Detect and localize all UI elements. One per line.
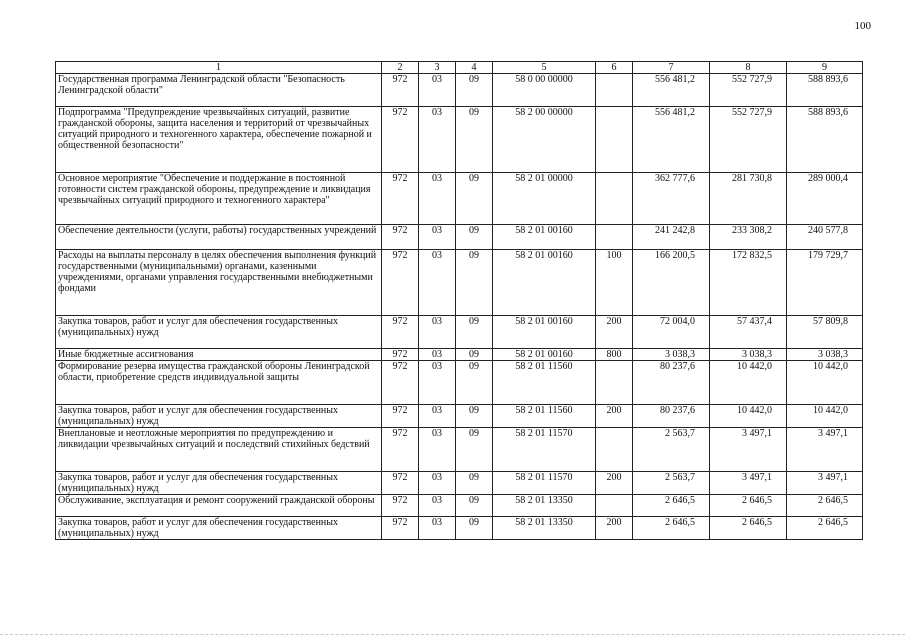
row-target-article: 58 2 01 11570 <box>493 428 596 472</box>
row-admin-code: 972 <box>382 107 419 173</box>
row-amount-col7: 362 777,6 <box>633 173 710 225</box>
row-amount-col7: 241 242,8 <box>633 225 710 250</box>
column-header-9: 9 <box>787 62 863 74</box>
row-section: 03 <box>419 349 456 361</box>
table-row <box>56 107 863 173</box>
row-amount-col8: 10 442,0 <box>710 405 787 428</box>
row-admin-code: 972 <box>382 349 419 361</box>
row-amount-col9: 3 038,3 <box>787 349 863 361</box>
row-amount-col7: 556 481,2 <box>633 74 710 107</box>
row-amount-col8: 2 646,5 <box>710 495 787 517</box>
column-header-3: 3 <box>419 62 456 74</box>
row-amount-col9: 588 893,6 <box>787 74 863 107</box>
row-admin-code: 972 <box>382 405 419 428</box>
row-expense-type <box>596 107 633 173</box>
row-subsection: 09 <box>456 495 493 517</box>
row-target-article: 58 2 01 00160 <box>493 225 596 250</box>
row-subsection: 09 <box>456 349 493 361</box>
column-header-8: 8 <box>710 62 787 74</box>
row-name: Обслуживание, эксплуатация и ремонт сооружений гражданской обороны <box>56 495 382 517</box>
row-admin-code: 972 <box>382 495 419 517</box>
row-expense-type: 200 <box>596 316 633 349</box>
row-amount-col8: 552 727,9 <box>710 74 787 107</box>
row-amount-col8: 552 727,9 <box>710 107 787 173</box>
row-expense-type <box>596 74 633 107</box>
row-expense-type: 200 <box>596 517 633 540</box>
table-row <box>56 517 863 540</box>
table-row <box>56 405 863 428</box>
row-admin-code: 972 <box>382 225 419 250</box>
row-expense-type: 200 <box>596 405 633 428</box>
row-amount-col8: 233 308,2 <box>710 225 787 250</box>
row-amount-col8: 3 497,1 <box>710 428 787 472</box>
row-target-article: 58 2 01 11570 <box>493 472 596 495</box>
row-subsection: 09 <box>456 405 493 428</box>
row-subsection: 09 <box>456 250 493 316</box>
row-amount-col9: 10 442,0 <box>787 361 863 405</box>
page-number: 100 <box>854 20 871 32</box>
column-header-2: 2 <box>382 62 419 74</box>
row-amount-col7: 2 646,5 <box>633 517 710 540</box>
column-header-4: 4 <box>456 62 493 74</box>
budget-table <box>55 61 863 540</box>
row-amount-col9: 10 442,0 <box>787 405 863 428</box>
row-section: 03 <box>419 173 456 225</box>
row-target-article: 58 2 01 00160 <box>493 349 596 361</box>
table-body <box>56 74 863 540</box>
table-row <box>56 250 863 316</box>
row-amount-col9: 179 729,7 <box>787 250 863 316</box>
row-name: Внеплановые и неотложные мероприятия по предупреждению и ликвидации чрезвычайных ситуаций и последствий стихийных бедствий <box>56 428 382 472</box>
row-subsection: 09 <box>456 472 493 495</box>
column-header-5: 5 <box>493 62 596 74</box>
row-section: 03 <box>419 405 456 428</box>
row-target-article: 58 0 00 00000 <box>493 74 596 107</box>
row-subsection: 09 <box>456 225 493 250</box>
row-amount-col7: 556 481,2 <box>633 107 710 173</box>
row-section: 03 <box>419 472 456 495</box>
row-amount-col9: 2 646,5 <box>787 495 863 517</box>
row-amount-col9: 289 000,4 <box>787 173 863 225</box>
row-name: Закупка товаров, работ и услуг для обеспечения государственных (муниципальных) нужд <box>56 472 382 495</box>
row-target-article: 58 2 00 00000 <box>493 107 596 173</box>
row-amount-col8: 281 730,8 <box>710 173 787 225</box>
row-amount-col9: 57 809,8 <box>787 316 863 349</box>
row-subsection: 09 <box>456 316 493 349</box>
row-amount-col8: 3 038,3 <box>710 349 787 361</box>
table-row <box>56 349 863 361</box>
table-row <box>56 173 863 225</box>
row-amount-col9: 2 646,5 <box>787 517 863 540</box>
row-amount-col8: 2 646,5 <box>710 517 787 540</box>
column-number-row <box>56 62 863 74</box>
row-admin-code: 972 <box>382 316 419 349</box>
row-amount-col8: 57 437,4 <box>710 316 787 349</box>
row-target-article: 58 2 01 13350 <box>493 517 596 540</box>
row-section: 03 <box>419 495 456 517</box>
row-target-article: 58 2 01 11560 <box>493 405 596 428</box>
scan-artifact-line <box>0 634 905 635</box>
row-subsection: 09 <box>456 517 493 540</box>
row-section: 03 <box>419 225 456 250</box>
row-subsection: 09 <box>456 74 493 107</box>
row-amount-col8: 3 497,1 <box>710 472 787 495</box>
row-admin-code: 972 <box>382 361 419 405</box>
row-name: Формирование резерва имущества гражданской обороны Ленинградской области, приобретение средств индивидуальной защиты <box>56 361 382 405</box>
row-name: Закупка товаров, работ и услуг для обеспечения государственных (муниципальных) нужд <box>56 316 382 349</box>
row-section: 03 <box>419 74 456 107</box>
row-amount-col8: 172 832,5 <box>710 250 787 316</box>
table-row <box>56 225 863 250</box>
table-row <box>56 495 863 517</box>
row-amount-col9: 588 893,6 <box>787 107 863 173</box>
row-target-article: 58 2 01 00160 <box>493 316 596 349</box>
row-amount-col7: 80 237,6 <box>633 405 710 428</box>
row-expense-type: 100 <box>596 250 633 316</box>
table-row <box>56 428 863 472</box>
row-admin-code: 972 <box>382 173 419 225</box>
row-admin-code: 972 <box>382 472 419 495</box>
row-admin-code: 972 <box>382 74 419 107</box>
row-subsection: 09 <box>456 107 493 173</box>
table-row <box>56 361 863 405</box>
row-section: 03 <box>419 107 456 173</box>
row-amount-col7: 3 038,3 <box>633 349 710 361</box>
row-subsection: 09 <box>456 361 493 405</box>
table-row <box>56 74 863 107</box>
row-amount-col9: 3 497,1 <box>787 428 863 472</box>
row-name: Обеспечение деятельности (услуги, работы) государственных учреждений <box>56 225 382 250</box>
row-target-article: 58 2 01 11560 <box>493 361 596 405</box>
row-amount-col7: 166 200,5 <box>633 250 710 316</box>
row-subsection: 09 <box>456 428 493 472</box>
row-target-article: 58 2 01 13350 <box>493 495 596 517</box>
row-section: 03 <box>419 361 456 405</box>
row-expense-type: 200 <box>596 472 633 495</box>
row-target-article: 58 2 01 00000 <box>493 173 596 225</box>
row-amount-col7: 2 563,7 <box>633 428 710 472</box>
row-expense-type <box>596 225 633 250</box>
row-amount-col9: 240 577,8 <box>787 225 863 250</box>
row-amount-col7: 2 646,5 <box>633 495 710 517</box>
column-header-1: 1 <box>56 62 382 74</box>
column-header-6: 6 <box>596 62 633 74</box>
row-name: Подпрограмма "Предупреждение чрезвычайных ситуаций, развитие гражданской обороны, защита населения и территорий от чрезвычайных ситуаций природного и техногенного характера, обеспечение пожарной и общественной безопасности" <box>56 107 382 173</box>
table-row <box>56 316 863 349</box>
row-amount-col7: 72 004,0 <box>633 316 710 349</box>
column-header-7: 7 <box>633 62 710 74</box>
row-amount-col7: 80 237,6 <box>633 361 710 405</box>
row-name: Иные бюджетные ассигнования <box>56 349 382 361</box>
row-section: 03 <box>419 428 456 472</box>
row-expense-type: 800 <box>596 349 633 361</box>
row-name: Государственная программа Ленинградской области "Безопасность Ленинградской области" <box>56 74 382 107</box>
row-amount-col7: 2 563,7 <box>633 472 710 495</box>
row-expense-type <box>596 495 633 517</box>
row-expense-type <box>596 428 633 472</box>
row-admin-code: 972 <box>382 428 419 472</box>
row-admin-code: 972 <box>382 250 419 316</box>
row-admin-code: 972 <box>382 517 419 540</box>
table-row <box>56 472 863 495</box>
row-name: Основное мероприятие "Обеспечение и поддержание в постоянной готовности систем гражданской обороны, предупреждение и ликвидация чрезвычайных ситуаций природного и техногенного характера" <box>56 173 382 225</box>
row-name: Расходы на выплаты персоналу в целях обеспечения выполнения функций государственными (муниципальными) органами, казенными учреждениями, органами управления государственными внебюджетными фондами <box>56 250 382 316</box>
row-section: 03 <box>419 250 456 316</box>
row-section: 03 <box>419 316 456 349</box>
row-amount-col9: 3 497,1 <box>787 472 863 495</box>
row-amount-col8: 10 442,0 <box>710 361 787 405</box>
row-name: Закупка товаров, работ и услуг для обеспечения государственных (муниципальных) нужд <box>56 517 382 540</box>
row-expense-type <box>596 173 633 225</box>
row-expense-type <box>596 361 633 405</box>
row-subsection: 09 <box>456 173 493 225</box>
row-section: 03 <box>419 517 456 540</box>
row-name: Закупка товаров, работ и услуг для обеспечения государственных (муниципальных) нужд <box>56 405 382 428</box>
row-target-article: 58 2 01 00160 <box>493 250 596 316</box>
